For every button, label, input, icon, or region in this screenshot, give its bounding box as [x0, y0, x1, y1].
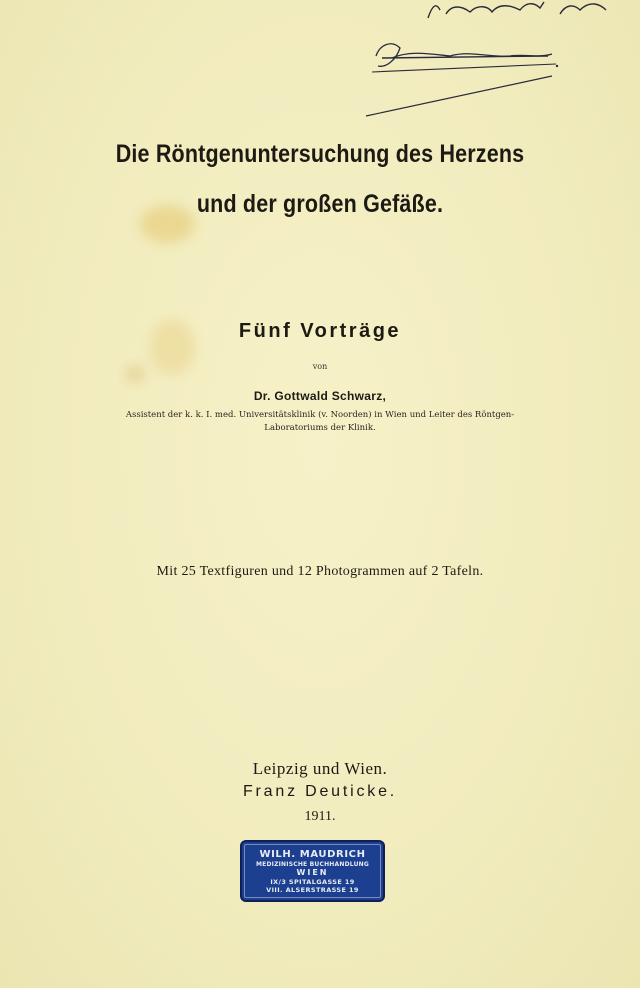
handwritten-annotation	[0, 0, 640, 140]
stamp-address-2: VIII. ALSERSTRASSE 19	[266, 885, 359, 894]
stamp-city: WIEN	[296, 868, 329, 877]
stamp-subtitle: MEDIZINISCHE BUCHHANDLUNG	[255, 861, 370, 868]
author-name: Dr. Gottwald Schwarz,	[253, 389, 387, 403]
stamp-address-1: IX/3 SPITALGASSE 19	[270, 878, 355, 886]
imprint-publisher: Franz Deuticke.	[242, 783, 398, 800]
bookseller-stamp	[240, 840, 385, 902]
by-label: von	[312, 362, 328, 371]
stamp-name: WILH. MAUDRICH	[259, 849, 366, 860]
affiliation-line-2: Laboratoriums der Klinik.	[264, 423, 376, 433]
subtitle: Fünf Vorträge	[238, 320, 402, 342]
title-line-1: Die Röntgenuntersuchung des Herzens	[115, 140, 525, 168]
imprint-year: 1911.	[304, 809, 336, 824]
affiliation-line-1: Assistent der k. k. I. med. Universitätsklinik (v. Noorden) in Wien und Leiter des Röntgen-	[125, 410, 515, 420]
title-line-2: und der großen Gefäße.	[196, 190, 444, 218]
imprint-place: Leipzig und Wien.	[252, 759, 388, 778]
figures-note: Mit 25 Textfiguren und 12 Photogrammen auf 2 Tafeln.	[156, 564, 484, 579]
